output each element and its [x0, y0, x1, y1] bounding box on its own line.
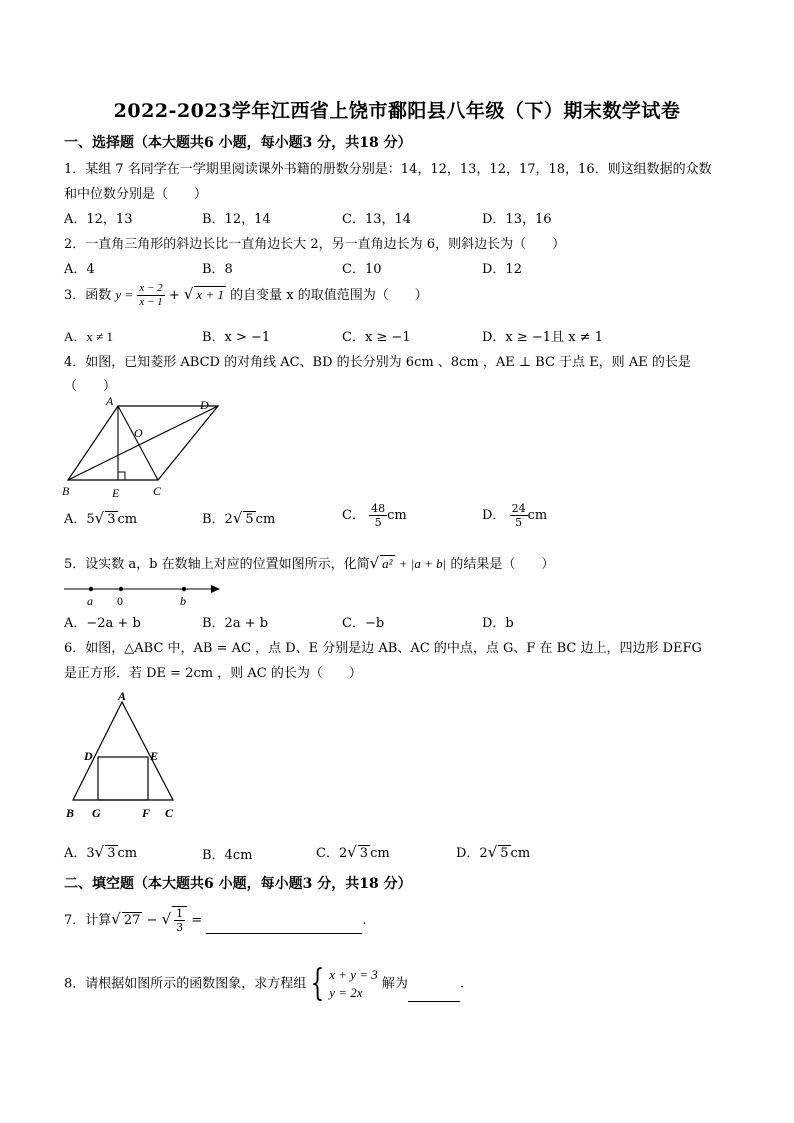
q7-sqrt-fraction	[172, 906, 187, 934]
q6-stem-line2: 是正方形．若 DE = 2cm ，则 AC 的长为（ ）	[64, 666, 362, 681]
q7-den: 3	[176, 921, 184, 934]
q8-answer-blank[interactable]	[408, 987, 460, 1002]
diagonal-bd	[68, 406, 218, 480]
q8-suffix: 解为	[381, 976, 408, 992]
q8-equation-system	[329, 966, 378, 1002]
q1-stem-line2: 和中位数分别是（ ）	[64, 187, 208, 202]
q8-stem	[64, 963, 465, 1004]
q2-stem: 2．一直角三角形的斜边长比一直角边长大 2，另一直角边长为 6，则斜边长为（ ）	[64, 237, 566, 252]
q6-c-unit: cm	[370, 846, 390, 861]
q1-option-c[interactable]: C．13，14	[342, 212, 412, 227]
axis-arrow-icon	[211, 585, 220, 593]
q4-a-coef: A．5	[64, 512, 95, 527]
sqrt-sign-icon: √	[111, 910, 121, 928]
q5-stem	[64, 553, 554, 572]
q5-option-c[interactable]: C．−b	[342, 616, 385, 631]
sqrt-sign-icon: √	[232, 509, 243, 527]
q5-number-line	[60, 580, 230, 608]
q8-period: .	[459, 976, 465, 992]
q5-option-b[interactable]: B．2a + b	[202, 616, 269, 631]
q6-option-c[interactable]	[316, 842, 390, 861]
sqrt-sign-icon: √	[369, 554, 380, 572]
square-defg	[98, 757, 148, 800]
q4-a-unit: cm	[117, 512, 138, 527]
q6-c-coef: C．2	[316, 846, 348, 861]
label-o: O	[134, 426, 143, 440]
q5-option-d[interactable]: D．b	[482, 616, 514, 631]
q6-d-unit: cm	[510, 846, 531, 861]
q4-b-radicand: 5	[245, 512, 254, 527]
q2-option-b[interactable]: B．8	[202, 262, 233, 277]
sqrt-sign-icon: √	[487, 843, 498, 861]
q1-option-a[interactable]: A．12，13	[64, 212, 133, 227]
q6-triangle-figure	[62, 690, 186, 822]
label-f: F	[142, 806, 151, 820]
q4-b-unit: cm	[255, 512, 276, 527]
label-a: A	[118, 690, 127, 703]
sqrt-sign-icon: √	[161, 910, 172, 928]
q3-plus: +	[168, 288, 180, 303]
q3-option-b[interactable]: B．x > −1	[202, 330, 271, 345]
q1-option-b[interactable]: B．12，14	[202, 212, 271, 227]
q7-num: 1	[176, 907, 184, 920]
q2-option-c[interactable]: C．10	[342, 262, 382, 277]
q8-eq1: x + y = 3	[329, 967, 378, 982]
exam-title: 2022-2023学年江西省上饶市鄱阳县八年级（下）期末数学试卷	[113, 100, 681, 122]
label-c: C	[153, 484, 162, 498]
q6-option-b[interactable]: B．4cm	[202, 848, 253, 863]
axis-label-b: b	[180, 594, 186, 608]
q4-c-den: 5	[374, 516, 382, 529]
q5-option-a[interactable]: A．−2a + b	[64, 616, 141, 631]
q3-fraction-num: x − 2	[139, 282, 163, 294]
section-choice-heading: 一、选择题（本大题共6 小题，每小题3 分，共18 分）	[64, 135, 412, 151]
axis-label-a: a	[87, 594, 93, 608]
q7-period: .	[362, 913, 367, 928]
q1-stem-line1: 1．某组 7 名同学在一学期里阅读课外书籍的册数分别是：14，12，13，12，17，18，16．则这组数据的众数	[64, 162, 712, 177]
q4-d-den: 5	[515, 516, 523, 529]
q7-prefix: 7．计算	[64, 913, 112, 928]
label-b: B	[62, 484, 70, 498]
q5-radicand: a²	[382, 556, 393, 571]
q6-d-radicand: 5	[500, 846, 509, 861]
q4-d-num: 24	[511, 502, 526, 515]
q6-a-radicand: 3	[107, 846, 116, 861]
label-a: A	[106, 394, 114, 408]
q4-stem-line1: 4．如图，已知菱形 ABCD 的对角线 AC、BD 的长分别为 6cm 、8cm ，AE ⊥ BC 于点 E，则 AE 的长是	[64, 355, 691, 370]
q3-option-a[interactable]: A．x ≠ 1	[64, 329, 114, 344]
q4-a-radicand: 3	[107, 512, 116, 527]
q6-c-radicand: 3	[359, 846, 369, 861]
axis-label-zero: 0	[117, 594, 123, 608]
q4-option-a[interactable]	[64, 508, 137, 527]
q7-equals: =	[191, 913, 203, 928]
label-d: D	[200, 398, 209, 412]
q5-abs-term: + |a + b|	[398, 556, 447, 571]
q5-prefix: 5．设实数 a，b 在数轴上对应的位置如图所示，化简	[64, 557, 370, 572]
point-zero	[119, 587, 123, 591]
point-b	[182, 587, 186, 591]
q6-a-unit: cm	[117, 846, 138, 861]
q4-b-coef: B．2	[202, 512, 233, 527]
label-e: E	[112, 486, 120, 500]
q7-fraction	[174, 907, 185, 934]
q7-radicand: 27	[123, 913, 141, 928]
label-c: C	[165, 806, 174, 820]
section-fill-heading: 二、填空题（本大题共6 小题，每小题3 分，共18 分）	[64, 876, 412, 892]
q3-option-c[interactable]: C．x ≥ −1	[342, 330, 411, 345]
point-a	[89, 587, 93, 591]
label-g: G	[92, 806, 101, 820]
q7-answer-blank[interactable]	[206, 919, 362, 934]
q3-fraction-den: x − 1	[139, 296, 163, 308]
q4-c-label: C．	[342, 508, 365, 523]
sqrt-sign-icon: √	[347, 843, 357, 861]
q6-option-d[interactable]	[456, 842, 530, 861]
sqrt-sign-icon: √	[183, 285, 194, 303]
q4-c-num: 48	[371, 502, 386, 515]
q7-minus: −	[146, 913, 158, 928]
q8-prefix: 8．请根据如图所示的函数图象，求方程组	[64, 976, 307, 992]
q6-option-a[interactable]	[64, 842, 137, 861]
q3-fraction	[137, 282, 164, 309]
q2-option-a[interactable]: A．4	[64, 262, 95, 277]
q8-eq2: y = 2x	[329, 985, 363, 1000]
q4-rhombus-figure	[62, 394, 222, 500]
q6-a-coef: A．3	[64, 846, 95, 861]
q4-option-b[interactable]	[202, 508, 275, 527]
q6-stem-line1: 6．如图，△ABC 中，AB = AC ，点 D、E 分别是边 AB、AC 的中点，点 G、F 在 BC 边上，四边形 DEFG	[64, 641, 702, 656]
brace-icon: {	[310, 963, 325, 1004]
diagonal-ac	[118, 406, 158, 480]
q3-y: y =	[115, 287, 134, 302]
q4-c-fraction	[369, 502, 387, 529]
q6-d-coef: D．2	[456, 846, 488, 861]
q3-stem	[64, 282, 428, 309]
q4-d-unit: cm	[527, 508, 548, 523]
q3-prefix: 3．函数	[64, 288, 112, 303]
q3-radicand: x + 1	[196, 287, 224, 302]
sqrt-sign-icon: √	[94, 509, 105, 527]
q2-option-d[interactable]: D．12	[482, 262, 522, 277]
label-b: B	[66, 806, 75, 820]
q4-option-d[interactable]	[482, 502, 547, 529]
q1-option-d[interactable]: D．13，16	[482, 212, 552, 227]
right-angle-mark	[118, 472, 125, 480]
label-d: D	[84, 749, 93, 763]
q4-d-fraction	[510, 502, 528, 529]
q4-option-c[interactable]	[342, 502, 407, 529]
sqrt-sign-icon: √	[94, 843, 105, 861]
q4-c-unit: cm	[387, 508, 407, 523]
q4-stem-line2: （ ）	[64, 379, 117, 394]
q7-stem	[64, 906, 366, 934]
q3-suffix: 的自变量 x 的取值范围为（ ）	[230, 288, 428, 303]
q4-d-label: D．	[482, 508, 506, 523]
label-e: E	[150, 749, 159, 763]
q3-option-d[interactable]: D．x ≥ −1且 x ≠ 1	[482, 330, 603, 345]
q5-suffix: 的结果是（ ）	[450, 557, 555, 572]
